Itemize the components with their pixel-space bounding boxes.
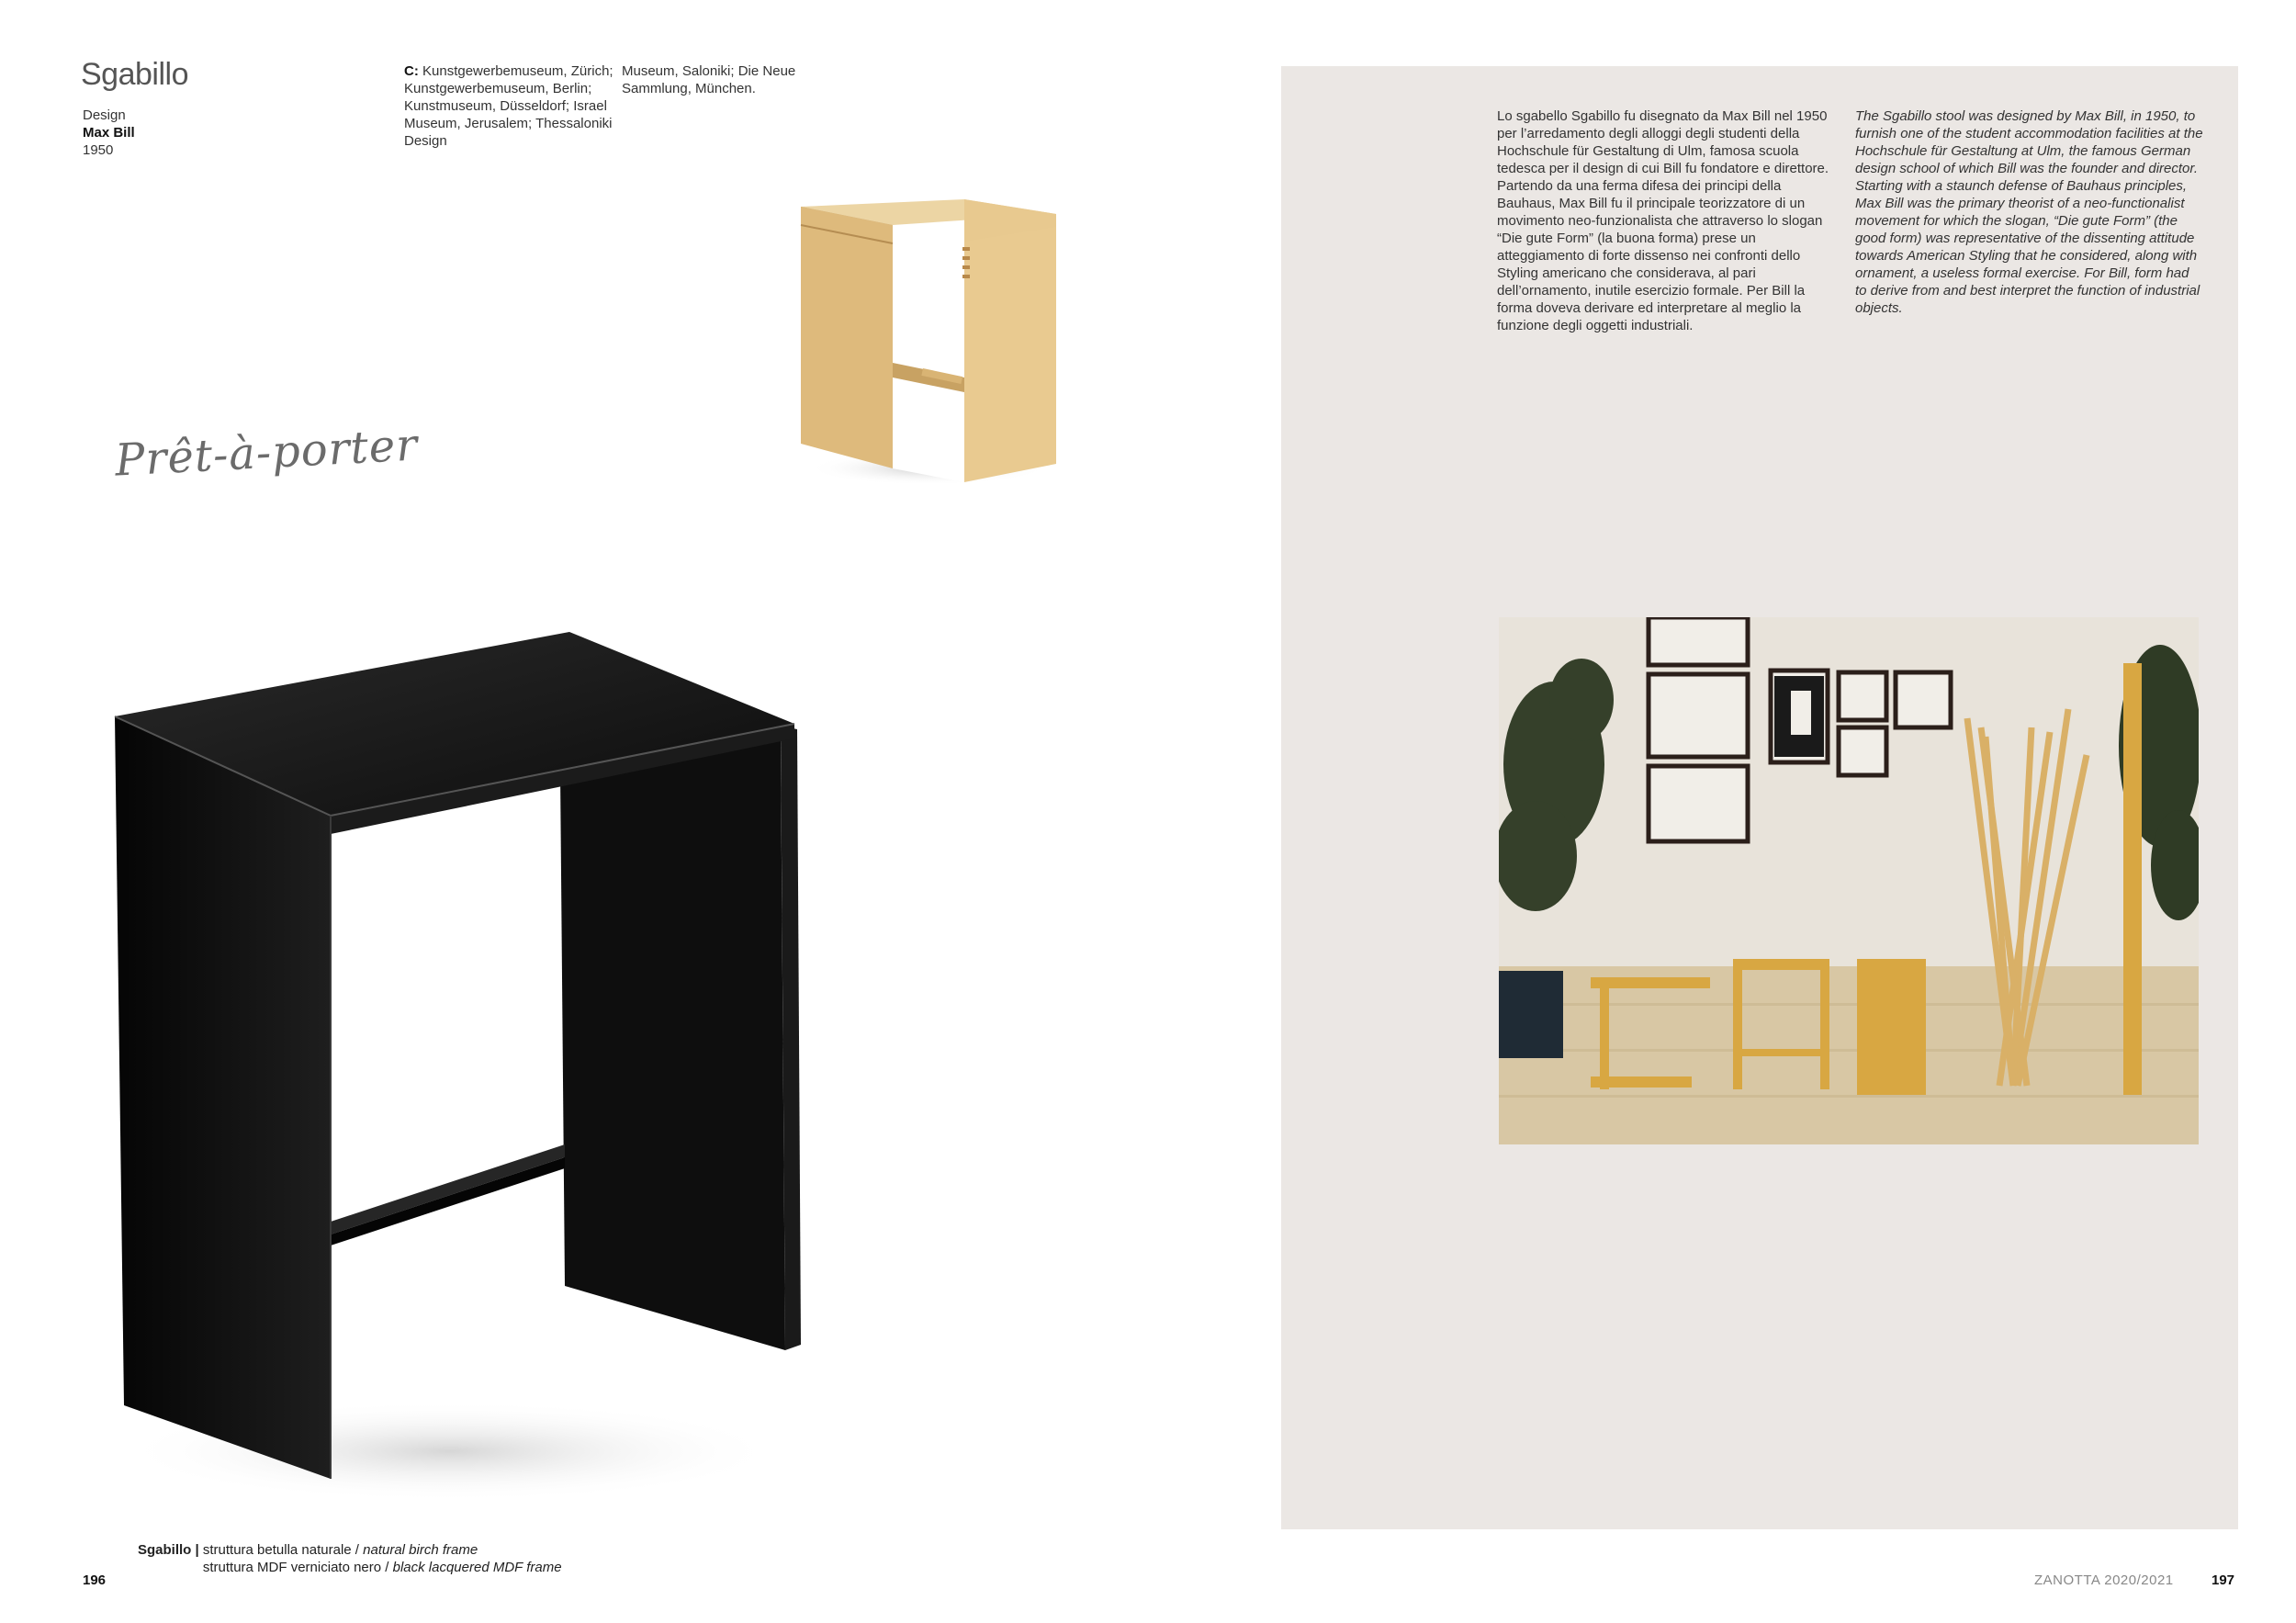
description-english: The Sgabillo stool was designed by Max Bill, in 1950, to furnish one of the student accommodation facilities at the Hochschule für Gestaltung at Ulm, the famous German design school of which Bill was the founder and director. Starting with a staunch defense of Bauhaus principles, Max Bill was the primary theorist of a neo-functionalist movement for which the slogan, “Die gute Form” (the good form) was representative of the dissenting attitude towards American Styling that he considered, along with ornament, a useless formal exercise. For Bill, form had to derive from and best interpret the function of industrial objects. (1855, 108, 2203, 316)
historic-photo (1499, 617, 2199, 1144)
collections-text-1: Kunstgewerbemuseum, Zürich; Kunstgewerbemuseum, Berlin; Kunstmuseum, Düsseldorf; Israel Museum, Jerusalem; Thessaloniki Design (404, 63, 613, 149)
description-italian: Lo sgabello Sgabillo fu disegnato da Max Bill nel 1950 per l’arredamento degli alloggi degli studenti della Hochschule für Gestaltung di Ulm, famosa scuola tedesca per il design di cui Bill fu fondatore e direttore. Partendo da una ferma difesa dei principi della Bauhaus, Max Bill fu il principale teorizzatore di un movimento neo-funzionalista che attraverso lo slogan “Die gute Form” (la buona forma) prese un atteggiamento di forte dissenso nei confronti dello Styling americano che considerava, al pari dell’ornamento, inutile esercizio formale. Per Bill la forma doveva derivare ed interpretare al meglio la funzione degli oggetti industriali. (1497, 108, 1829, 333)
collections-col1 (404, 62, 620, 150)
collections-col2 (622, 62, 815, 97)
collections-label: C: (404, 63, 419, 79)
page-number-right: 197 (2212, 1572, 2235, 1588)
signature-pret-a-porter: Prêt-à-porter (113, 419, 420, 487)
designer-name: Max Bill (83, 125, 135, 141)
product-meta (83, 107, 135, 159)
caption-product-name: Sgabillo | (138, 1542, 199, 1558)
product-title: Sgabillo (81, 57, 188, 92)
black-stool-image (101, 625, 817, 1497)
product-caption (138, 1541, 562, 1576)
footer-brand: ZANOTTA 2020/2021 (2034, 1572, 2174, 1588)
caption-variant-black: struttura MDF verniciato nero / black lacquered MDF frame (202, 1560, 562, 1575)
collections-text-2: Museum, Saloniki; Die Neue Sammlung, München. (622, 63, 796, 96)
caption-variant-birch: struttura betulla naturale / natural birch frame (202, 1542, 478, 1558)
page-number-left: 196 (83, 1572, 107, 1588)
caption-variants (203, 1541, 562, 1576)
birch-stool-image (790, 188, 1065, 491)
design-year: 1950 (83, 142, 114, 158)
design-label: Design (83, 107, 126, 123)
